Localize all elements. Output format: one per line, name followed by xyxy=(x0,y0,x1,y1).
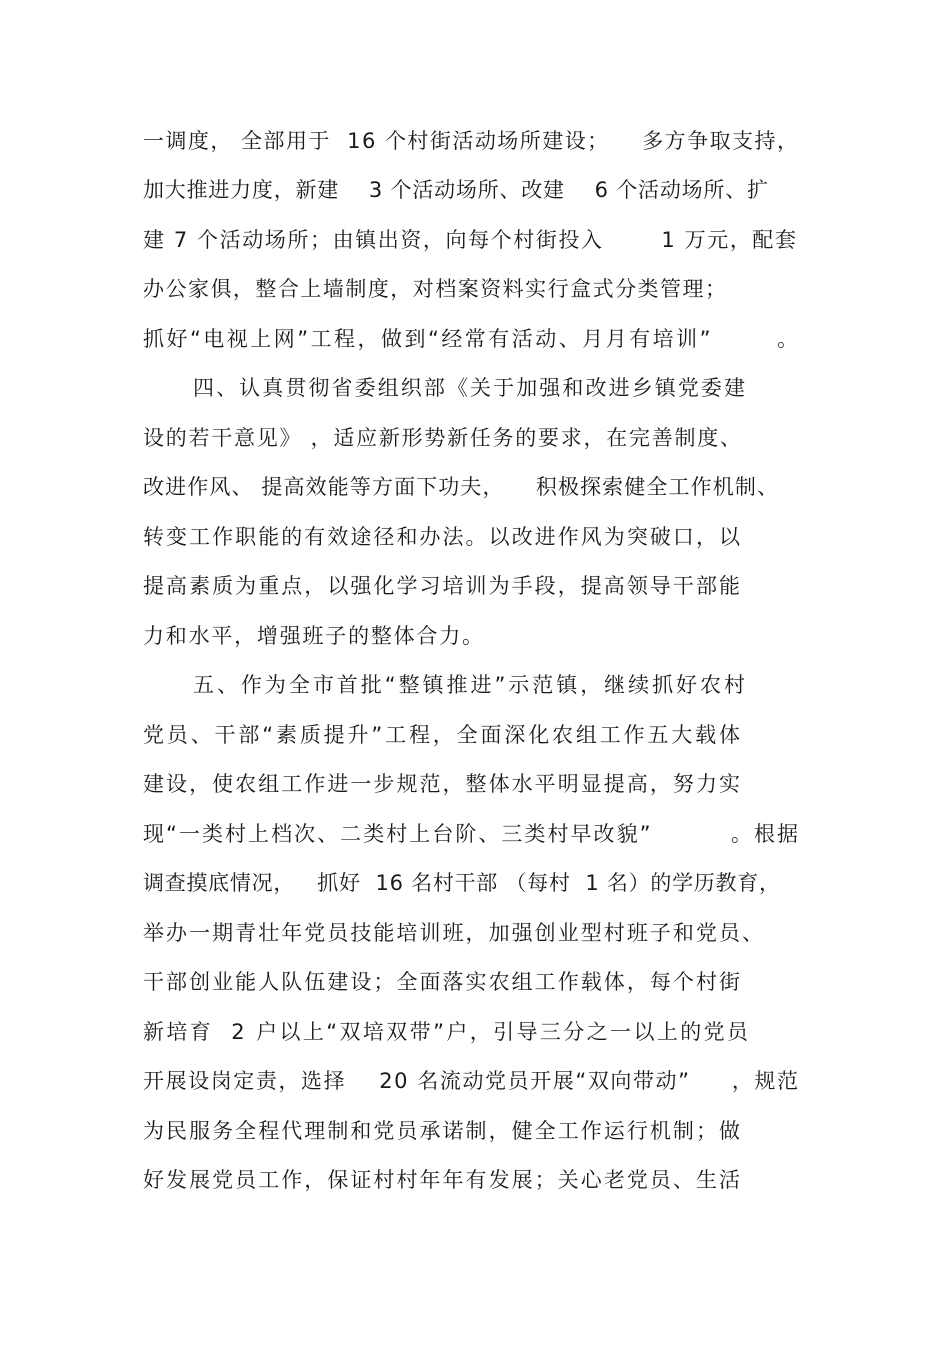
text-line-19: 新培育 2 户以上“双培双带”户，引导三分之一以上的党员 xyxy=(143,1020,751,1044)
text-line-7: 设的若干意见》 ，适应新形势新任务的要求，在完善制度、 xyxy=(143,426,743,450)
text-line-13: 党员、干部“素质提升”工程，全面深化农组工作五大载体 xyxy=(143,723,743,747)
text-line-17: 举办一期青壮年党员技能培训班，加强创业型村班子和党员、 xyxy=(143,921,766,945)
text-line-18: 干部创业能人队伍建设；全面落实农组工作载体，每个村街 xyxy=(143,970,743,994)
text-line-5: 抓好“电视上网”工程，做到“经常有活动、月月有培训” 。 xyxy=(143,327,801,351)
text-line-3: 建 7 个活动场所；由镇出资，向每个村街投入 1 万元，配套 xyxy=(143,228,798,252)
text-line-2: 加大推进力度，新建 3 个活动场所、改建 6 个活动场所、扩 xyxy=(143,178,769,202)
text-line-21: 为民服务全程代理制和党员承诺制，健全工作运行机制；做 xyxy=(143,1119,743,1143)
text-line-9: 转变工作职能的有效途径和办法。以改进作风为突破口，以 xyxy=(143,525,743,549)
text-line-20: 开展设岗定责，选择 20 名流动党员开展“双向带动” ，规范 xyxy=(143,1069,800,1093)
text-line-15: 现“一类村上档次、二类村上台阶、三类村早改貌” 。根据 xyxy=(143,822,801,846)
text-line-8: 改进作风、 提高效能等方面下功夫， 积极探索健全工作机制、 xyxy=(143,475,780,499)
text-line-12: 五、作为全市首批“整镇推进”示范镇，继续抓好农村 xyxy=(193,673,748,697)
text-line-1: 一调度， 全部用于 16 个村街活动场所建设； 多方争取支持， xyxy=(143,129,800,153)
text-line-14: 建设，使农组工作进一步规范，整体水平明显提高，努力实 xyxy=(143,772,743,796)
text-line-11: 力和水平，增强班子的整体合力。 xyxy=(143,624,485,648)
text-line-16: 调查摸底情况， 抓好 16 名村干部 （每村 1 名）的学历教育， xyxy=(143,871,781,895)
text-line-22: 好发展党员工作，保证村村年年有发展；关心老党员、生活 xyxy=(143,1168,743,1192)
text-line-4: 办公家俱，整合上墙制度，对档案资料实行盒式分类管理； xyxy=(143,277,728,301)
text-line-10: 提高素质为重点，以强化学习培训为手段，提高领导干部能 xyxy=(143,574,743,598)
text-line-6: 四、认真贯彻省委组织部《关于加强和改进乡镇党委建 xyxy=(193,376,748,400)
